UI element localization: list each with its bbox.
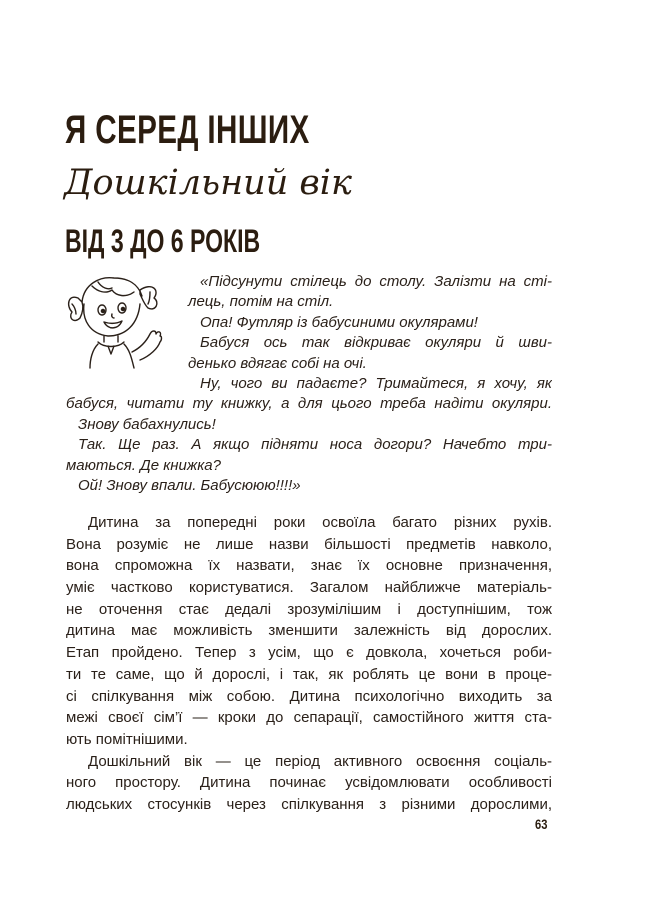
body-line: межі своєї сім’ї — кроки до сепарації, самостійного життя ста- (66, 709, 552, 727)
quote-line: денько вдягає собі на очі. (188, 354, 367, 372)
body-line: сі спілкування між собою. Дитина психологічно виходить за (66, 687, 552, 705)
quote-line: Так. Ще раз. А якщо підняти носа догори? Начебто три- (78, 436, 552, 454)
quote-line: Ой! Знову впали. Бабусююю!!!!» (78, 476, 301, 494)
quote-line: Знову бабахнулись! (78, 415, 216, 433)
body-line: людських стосунків через спілкування з різними дорослими, (66, 795, 552, 813)
body-line: ти те саме, що й дорослі, і так, як роблять це вони в проце- (66, 665, 552, 683)
body-line: ють помітнішими. (66, 730, 188, 748)
body-line: Етап пройдено. Тепер з усім, що є довкола, хочеться роби- (66, 644, 552, 662)
quote-line: Бабуся ось так відкриває окуляри й шви- (200, 334, 552, 352)
age-range-heading: ВІД 3 ДО 6 РОКІВ (65, 223, 261, 259)
quote-line: Ну, чого ви падаєте? Тримайтеся, я хочу, як (200, 374, 552, 392)
quote-line: маються. Де книжка? (66, 456, 221, 474)
body-line: Вона розуміє не лише назви більшості предметів навколо, (66, 535, 552, 553)
quote-line: лець, потім на стіл. (188, 293, 334, 311)
section-subtitle: Дошкільний вік (64, 163, 352, 203)
body-line: Дошкільний вік — це період активного освоєння соціаль- (88, 752, 552, 770)
page-title: Я СЕРЕД ІНШИХ (65, 108, 310, 152)
body-line: не оточення стає дедалі зрозумілішим і доступнішим, тож (66, 600, 552, 618)
quote-line: Опа! Футляр із бабусиними окулярами! (200, 313, 478, 331)
body-line: ного простору. Дитина починає усвідомлювати особливості (66, 774, 552, 792)
body-line: Дитина за попередні роки освоїла багато різних рухів. (88, 514, 552, 531)
body-text (66, 512, 552, 816)
page-number: 63 (535, 816, 548, 832)
body-line: вона спроможна їх назвати, знає їх основне призначення, (66, 557, 552, 575)
body-line: уміє частково користуватися. Загалом найближче матеріаль- (66, 579, 552, 597)
body-line: дитина має можливість зменшити залежність від дорослих. (66, 622, 552, 640)
quote-line: «Підсунути стілець до столу. Залізти на сті- (200, 273, 552, 290)
quote-block (66, 272, 552, 496)
quote-line: бабуся, читати ту книжку, а для цього треба надіти окуляри. (66, 395, 552, 413)
